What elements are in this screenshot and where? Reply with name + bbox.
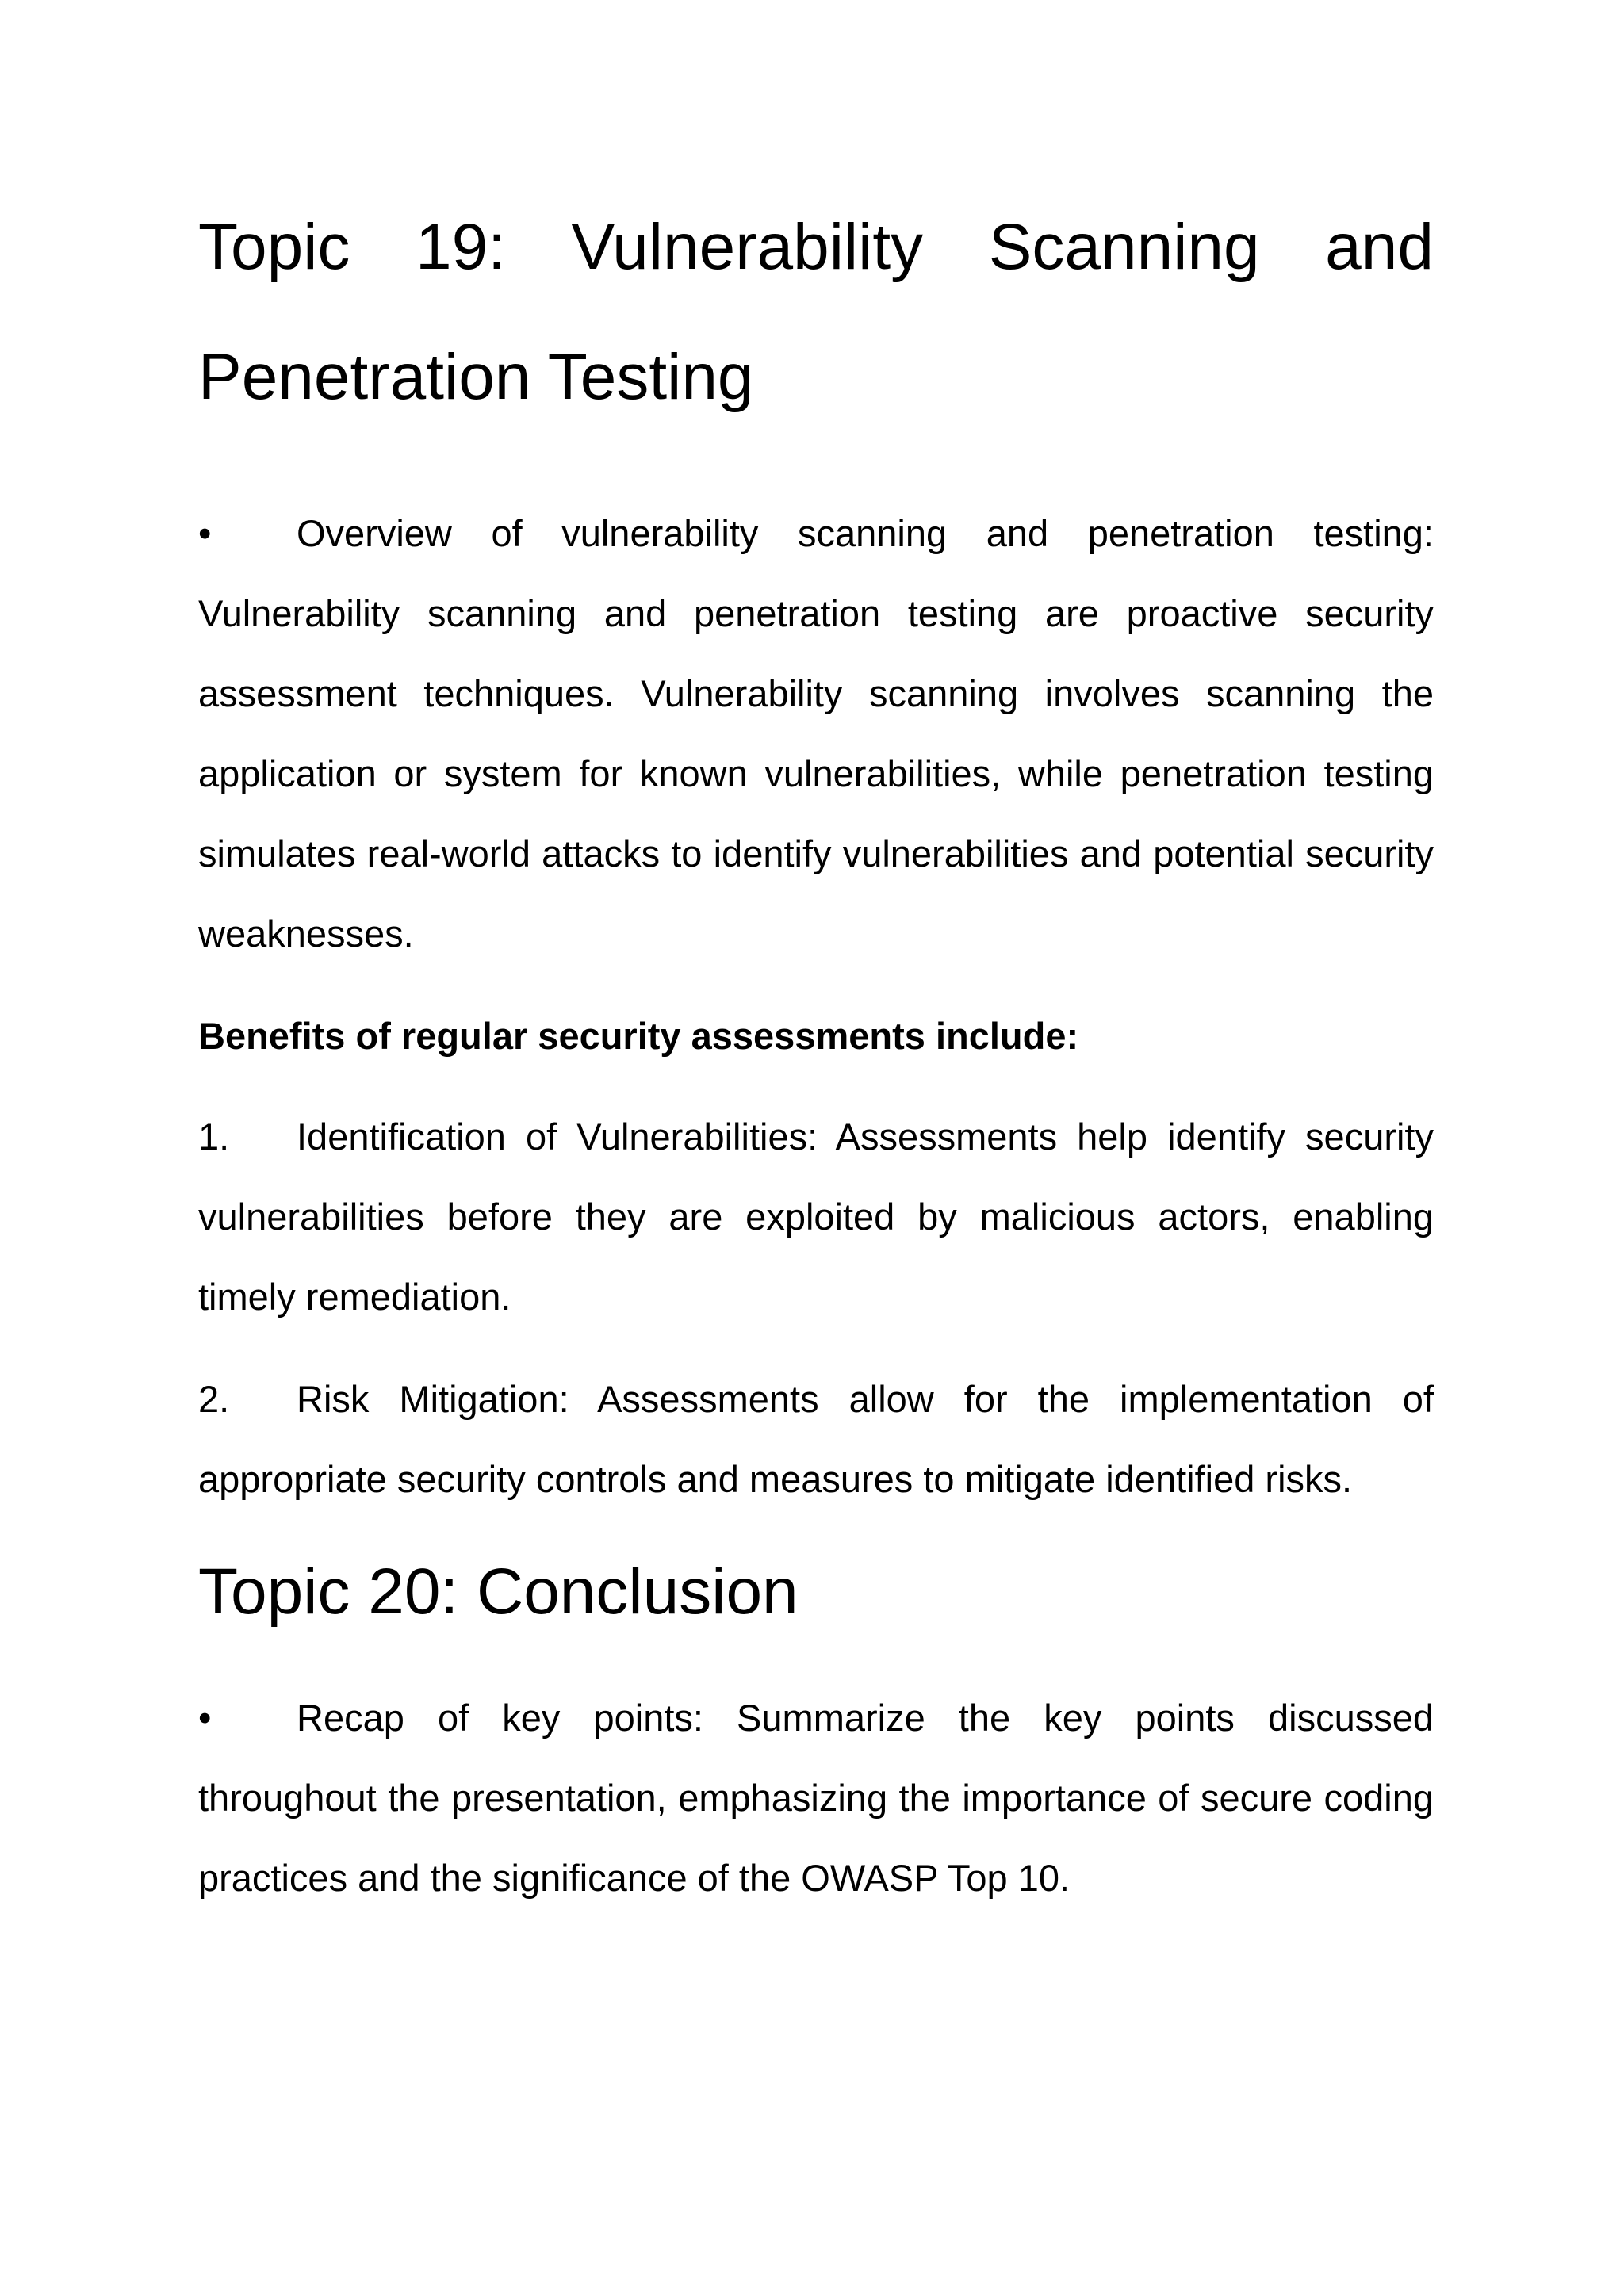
document-page — [198, 182, 1434, 1918]
overview-paragraph — [198, 493, 1434, 974]
benefits-heading: Benefits of regular security assessments include: — [198, 1015, 1079, 1057]
list-item — [198, 1096, 1434, 1337]
recap-paragraph — [198, 1678, 1434, 1918]
topic-19-heading: Topic 19: Vulnerability Scanning and Penetration Testing — [198, 211, 1434, 413]
bullet-marker: • — [198, 1697, 212, 1739]
bullet-marker: • — [198, 512, 212, 554]
list-item-text: Identification of Vulnerabilities: Assessments help identify security vulnerabilities before they are exploited by malicious actors, enabling timely remediation. — [198, 1115, 1434, 1318]
list-item-text: Risk Mitigation: Assessments allow for the implementation of appropriate security controls and measures to mitigate identified risks. — [198, 1378, 1434, 1500]
recap-text: Recap of key points: Summarize the key points discussed throughout the presentation, emphasizing the importance of secure coding practices and the significance of the OWASP Top 10. — [198, 1697, 1434, 1899]
overview-text: Overview of vulnerability scanning and penetration testing: Vulnerability scanning and penetration testing are proactive security assessment techniques. Vulnerability scanning involves scanning the application or system for known vulnerabilities, while penetration testing simulates real-world attacks to identify vulnerabilities and potential security weaknesses. — [198, 512, 1434, 955]
topic-20-heading: Topic 20: Conclusion — [198, 1556, 799, 1628]
list-number: 2. — [198, 1378, 230, 1420]
list-item — [198, 1359, 1434, 1519]
list-number: 1. — [198, 1115, 230, 1158]
